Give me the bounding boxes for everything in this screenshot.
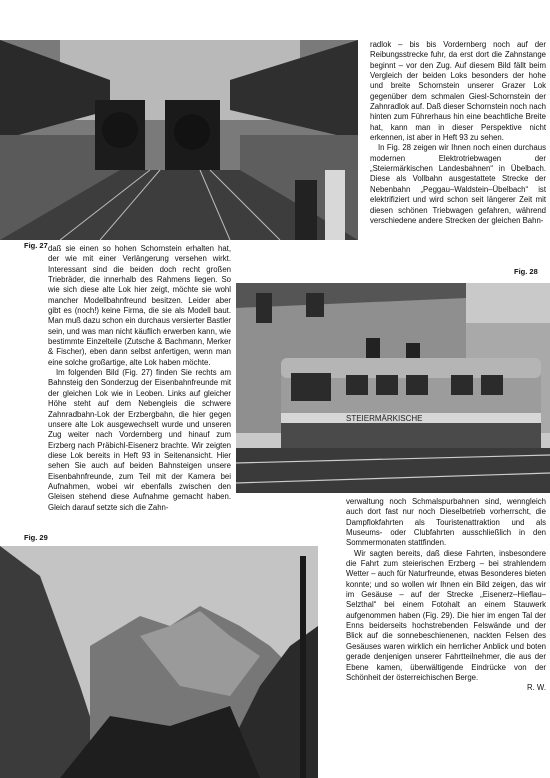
text-left [48,244,231,513]
author-signature: R. W. [526,683,546,693]
paragraph: verwaltung noch Schmalspurbahnen sind, wenngleich auch dort fast nur noch Dieselbetrieb vorherrscht, die Dampflokfahrten als Touristenattraktion und als Museums- oder Clubfahrten ausschließlich in den Sommermonaten stattfinden. [346,497,546,548]
text-right [346,497,546,694]
paragraph: radlok – bis bis Vordernberg noch auf der Reibungsstrecke fuhr, da erst dort die Zahnstange beginnt – vor den Zug. Auf diesem Bild fällt beim Vergleich der beiden Loks besonders der hohe und breite Schornstein unserer Grazer Lok gegenüber dem schmalen Giesl-Schornstein der Zahnradlok auf. Daß dieser Schornstein noch nach hinten zum Führerhaus hin eine beachtliche Breite hat, kann man in dieser Perspektive nicht erkennen, ist aber in Heft 93 zu sehen. [370,40,546,143]
paragraph: Im folgenden Bild (Fig. 27) finden Sie rechts am Bahnsteig den Sonderzug der Eisenbahnfreunde mit der gleichen Lok wie in Leoben. Links auf gleicher Höhe steht auf dem Nebengleis die schwere Zahnradbahn-Lok der Erzbergbahn, die hier gegen unsere alte Lok ausgewechselt wurde und unseren Zug weiter nach Vordernberg und hinauf zum Erzberg nach Präbichl-Eisenerz brachte. Wir zeigten diese Lok bereits in Heft 93 in Seitenansicht. Hier sehen Sie auch auf beiden Bahnsteigen unsere Eisenbahnfreunde, zum Teil mit der Kamera bei Aufnahmen, wobei wir ebenfalls zwischen den Gleisen stehend diese Aufnahme gemacht haben. Gleich darauf setzte sich die Zahn- [48,368,231,512]
railcar-sign: STEIERMÄRKISCHE [346,414,423,423]
fig29-caption: Fig. 29 [24,533,48,542]
paragraph: In Fig. 28 zeigen wir Ihnen noch einen durchaus modernen Elektrotriebwagen der „Steiermärkischen Landesbahnen“ in Übelbach. Diese als Vollbahn ausgestattete Strecke der Nebenbahn „Peggau–Waldstein–Übelbach“ ist elektrifiziert und wird schon seit längerer Zeit mit diesen schönen Triebwagen gefahren, während verschiedene andere Strecken der gleichen Bahn- [370,143,546,225]
fig29-photo [0,546,318,778]
fig27-photo [0,40,358,240]
paragraph: Wir sagten bereits, daß diese Fahrten, insbesondere die Fahrt zum steierischen Erzberg – bei strahlendem Wetter – auch für Naturfreunde, etwas Besonderes bieten konnte; und so wollen wir Ihnen ein Bild zeigen, das wir im Gesäuse – auf der Strecke „Eisenerz–Hieflau–Selzthal“ bei einem Fotohalt an einem Stauwerk aufgenommen haben (Fig. 29). Die hier im engen Tal der Enns beiderseits hochstrebenden Felswände und der Blick auf die sonnebeschienenen, nackten Felsen des Gesäuses waren wirklich ein herrlicher Anblick und boten gerade denjenigen unserer Fahrtteilnehmer, die aus der Ebene kamen, überwältigende Eindrücke von der Schönheit der österreichischen Berge. [346,548,546,682]
fig28-caption: Fig. 28 [514,267,538,276]
paragraph: daß sie einen so hohen Schornstein erhalten hat, der wie mit einer Verlängerung versehen wirkt. Interessant sind die beiden doch recht großen Triebräder, die innerhalb des Rahmens liegen. So wie sich diese alte Lok hier zeigt, möchte sie wohl mancher Modellbahnfreund besitzen. Leider aber gibt es (noch!) keine Firma, die sie als Modell baut. Man muß dazu schon ein durchaus versierter Bastler sein, und was man nicht käuflich erwerben kann, wie bestimmte Einzelteile (Zutsche & Bachmann, Merker & Fischer), eben dann selbst anfertigen, wenn man eine solche großartige, alte Lok haben möchte. [48,244,231,367]
fig28-photo [236,283,550,493]
text-top-right [370,40,546,226]
fig27-caption: Fig. 27 [24,241,48,250]
